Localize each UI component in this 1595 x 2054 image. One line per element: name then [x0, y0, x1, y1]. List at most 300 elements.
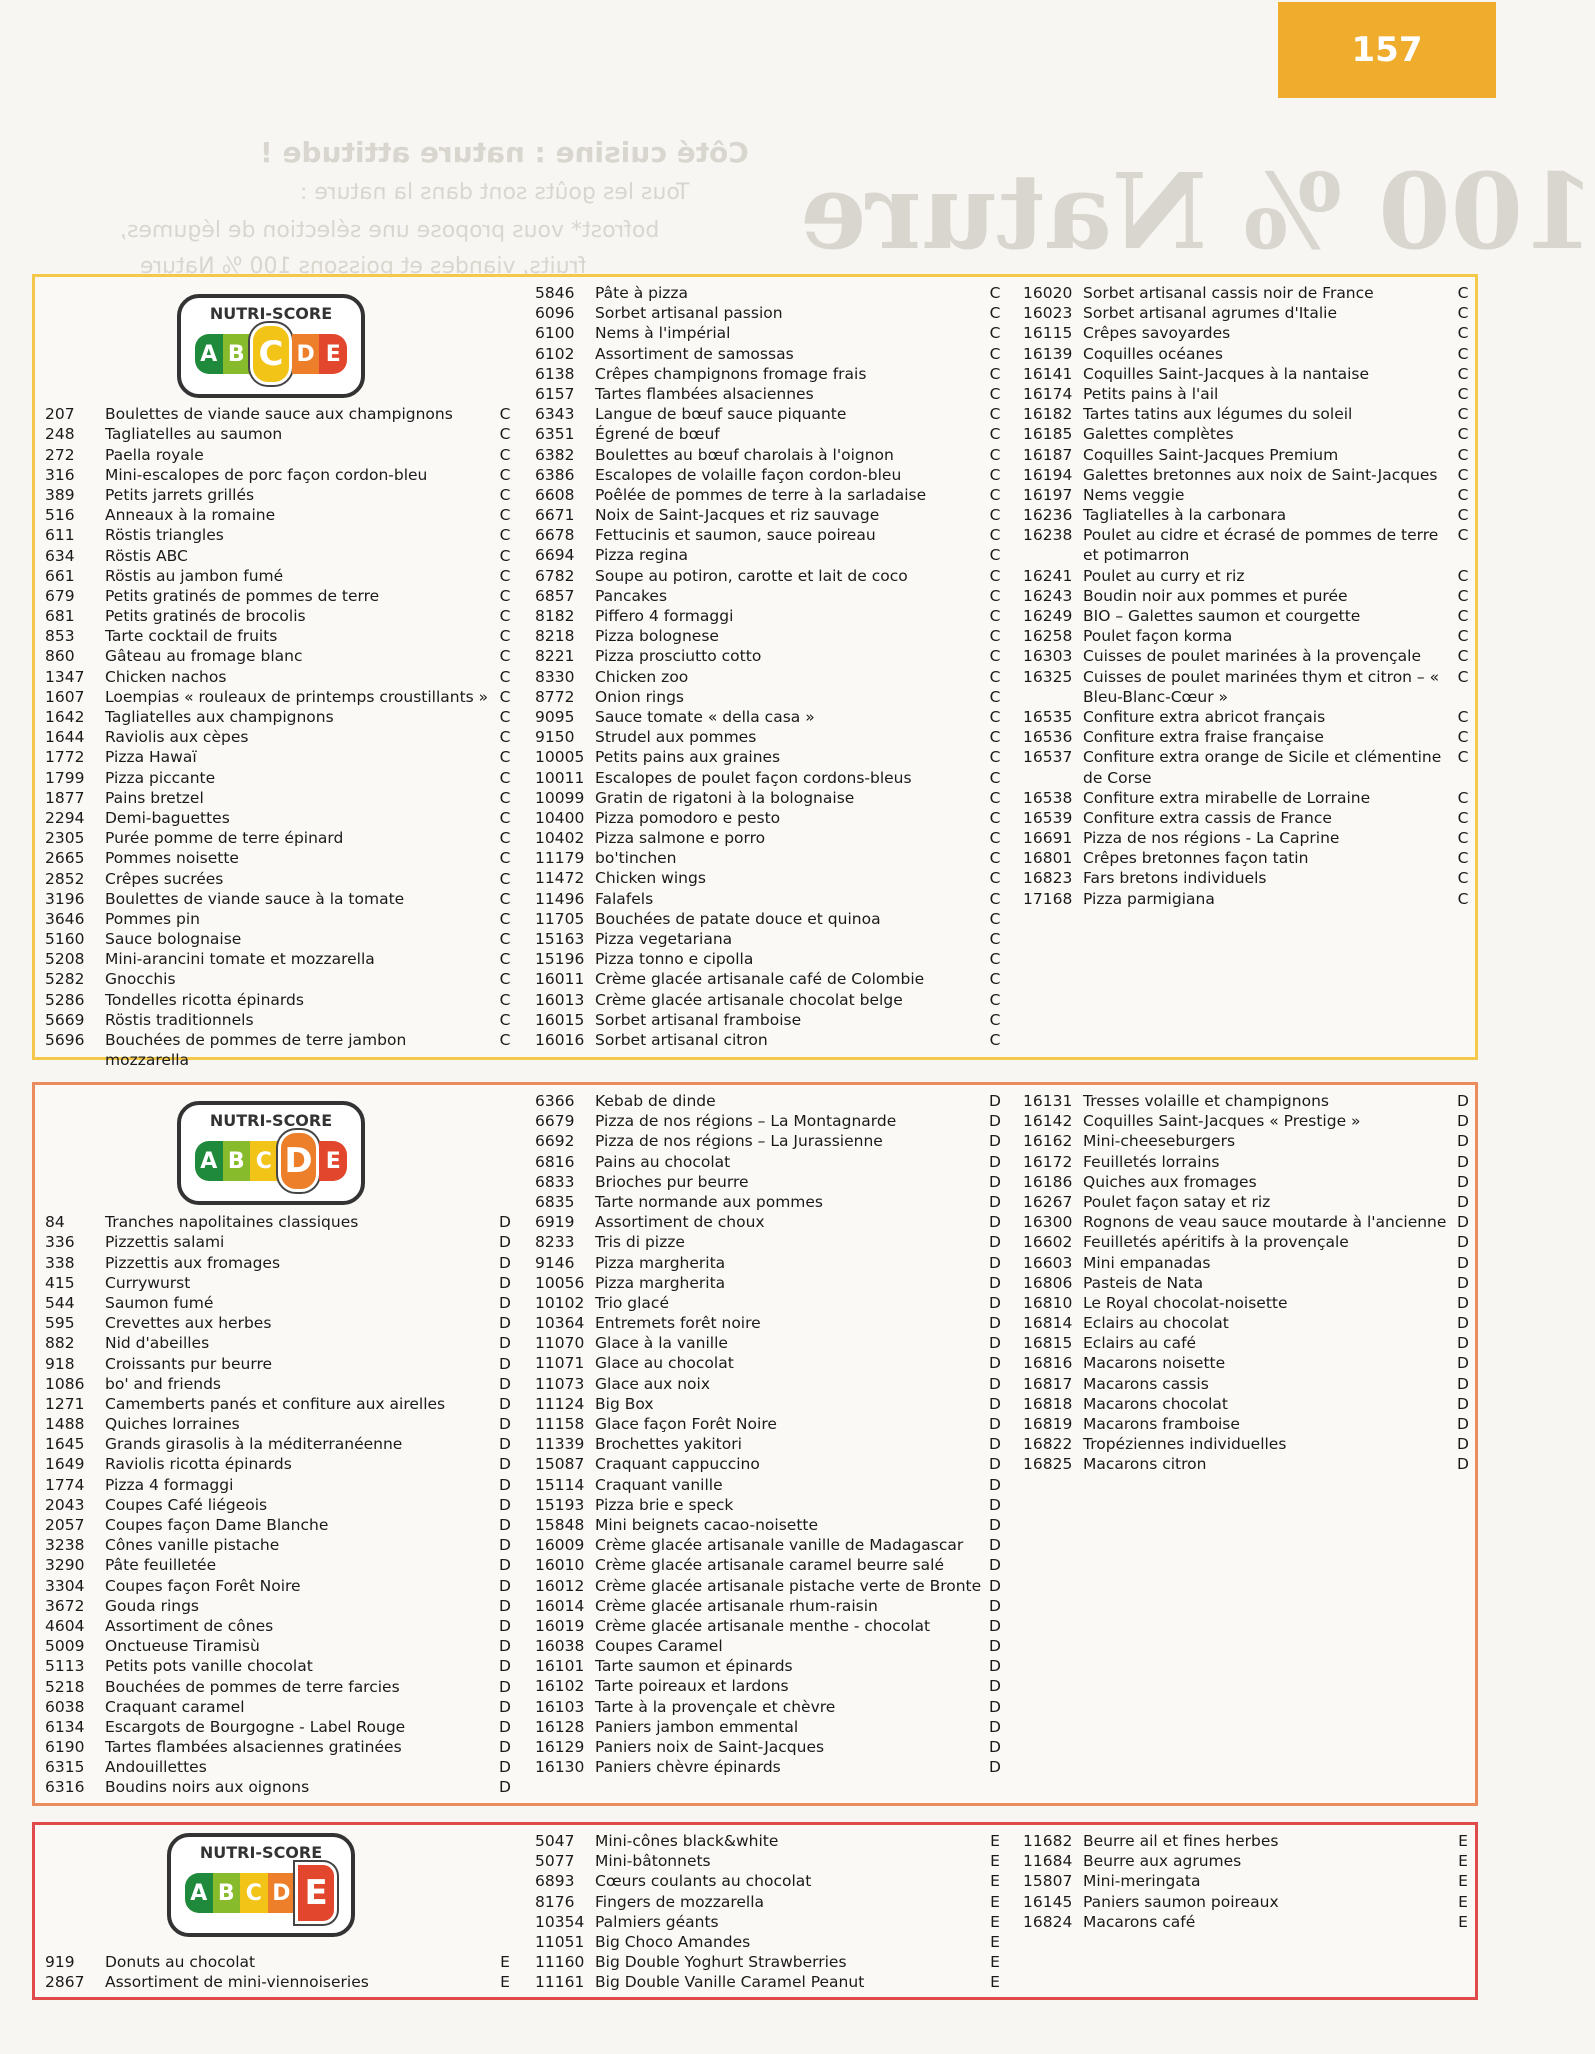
- product-code: 16182: [1023, 405, 1073, 424]
- product-code: 6833: [535, 1172, 575, 1191]
- product-name: Assortiment de mini-viennoiseries: [105, 1973, 369, 1992]
- product-name: Röstis triangles: [105, 526, 224, 545]
- product-grade: D: [499, 1354, 511, 1373]
- product-grade: D: [989, 1717, 1001, 1736]
- product-name: Mini empanadas: [1083, 1253, 1211, 1272]
- product-grade: D: [499, 1435, 511, 1454]
- product-name: Pizza Hawaï: [105, 748, 197, 767]
- product-code: 16537: [1023, 748, 1073, 767]
- product-grade: D: [989, 1536, 1001, 1555]
- product-name: Galettes bretonnes aux noix de Saint-Jacques: [1083, 465, 1438, 484]
- product-row: [45, 788, 515, 808]
- product-name: Feuilletés apéritifs à la provençale: [1083, 1233, 1349, 1252]
- product-name: Röstis au jambon fumé: [105, 566, 284, 585]
- product-grade: D: [989, 1677, 1001, 1696]
- product-row: [535, 1851, 1005, 1871]
- product-code: 8233: [535, 1233, 575, 1252]
- product-row: [535, 990, 1005, 1010]
- product-row: [1023, 566, 1473, 586]
- product-name: Fettucinis et saumon, sauce poireau: [595, 526, 876, 545]
- product-name: Cuisses de poulet marinées à la provençale: [1083, 647, 1422, 666]
- product-name: Quiches lorraines: [105, 1415, 240, 1434]
- product-row: [1023, 404, 1473, 424]
- product-row: [45, 1475, 515, 1495]
- product-row: [1023, 747, 1473, 787]
- product-name: Coupes façon Forêt Noire: [105, 1576, 301, 1595]
- product-row: [535, 566, 1005, 586]
- product-row: [535, 404, 1005, 424]
- product-grade: C: [499, 869, 511, 888]
- product-name: Beurre ail et fines herbes: [1083, 1832, 1279, 1850]
- badge-title: NUTRI-SCORE: [209, 304, 333, 323]
- product-grade: D: [499, 1233, 511, 1252]
- product-grade: E: [500, 1953, 510, 1972]
- product-grade: D: [989, 1273, 1001, 1292]
- product-code: 16823: [1023, 869, 1073, 888]
- nutri-score-c-badge: [177, 294, 365, 398]
- product-grade: D: [499, 1596, 511, 1615]
- product-grade: D: [499, 1717, 511, 1736]
- product-name: Chicken zoo: [595, 667, 689, 686]
- product-name: Tagliatelles aux champignons: [105, 708, 334, 726]
- product-row: [1023, 646, 1473, 666]
- product-code: 1645: [45, 1435, 85, 1454]
- product-code: 3290: [45, 1556, 85, 1575]
- product-row: [45, 1273, 515, 1293]
- product-name: Poulet au cidre et écrasé de pommes de terre et potimarron: [1083, 526, 1439, 565]
- product-grade: C: [989, 808, 1001, 827]
- product-grade: E: [990, 1852, 1000, 1871]
- product-grade: D: [989, 1596, 1001, 1615]
- product-grade: C: [499, 425, 511, 444]
- product-grade: D: [1457, 1253, 1469, 1272]
- product-code: 9095: [535, 707, 575, 726]
- product-code: 10056: [535, 1273, 585, 1292]
- product-grade: C: [1457, 465, 1469, 484]
- product-grade: C: [989, 667, 1001, 686]
- product-row: [45, 889, 515, 909]
- product-name: Brioches pur beurre: [595, 1172, 749, 1191]
- product-grade: C: [989, 384, 1001, 403]
- product-code: 389: [45, 485, 75, 504]
- product-grade: C: [499, 627, 511, 646]
- product-code: 16539: [1023, 808, 1073, 827]
- product-code: 16325: [1023, 667, 1073, 686]
- product-code: 853: [45, 627, 75, 646]
- product-code: 15193: [535, 1495, 585, 1514]
- product-code: 860: [45, 647, 75, 666]
- score-letter-e: E: [319, 334, 347, 374]
- product-name: Égrené de bœuf: [595, 425, 720, 444]
- product-code: 11161: [535, 1973, 585, 1992]
- product-grade: E: [990, 1973, 1000, 1992]
- product-code: 6100: [535, 324, 575, 343]
- product-grade: D: [989, 1415, 1001, 1433]
- product-row: [535, 1717, 1005, 1737]
- product-code: 16194: [1023, 465, 1073, 484]
- product-row: [1023, 1111, 1473, 1131]
- product-code: 11158: [535, 1415, 585, 1433]
- product-code: 16145: [1023, 1892, 1073, 1911]
- product-code: 8772: [535, 687, 575, 706]
- product-code: 16303: [1023, 647, 1073, 666]
- product-row: [535, 788, 1005, 808]
- product-grade: C: [499, 465, 511, 484]
- product-name: Tarte saumon et épinards: [595, 1657, 793, 1676]
- product-grade: D: [989, 1616, 1001, 1635]
- product-row: [45, 949, 515, 969]
- product-code: 4604: [45, 1616, 85, 1635]
- product-row: [535, 727, 1005, 747]
- product-row: [1023, 1232, 1473, 1252]
- product-code: 11179: [535, 849, 585, 868]
- product-row: [535, 1495, 1005, 1515]
- product-name: Galettes complètes: [1083, 425, 1234, 444]
- product-row: [45, 1576, 515, 1596]
- product-row: [45, 1717, 515, 1737]
- score-letter-d: D: [278, 1130, 320, 1192]
- product-name: Sorbet artisanal cassis noir de France: [1083, 284, 1374, 302]
- product-row: [535, 1555, 1005, 1575]
- product-grade: E: [990, 1953, 1000, 1972]
- product-name: Glace à la vanille: [595, 1334, 728, 1353]
- product-code: 15114: [535, 1475, 585, 1494]
- product-code: 6134: [45, 1717, 85, 1736]
- product-grade: D: [989, 1435, 1001, 1454]
- product-name: Confiture extra mirabelle de Lorraine: [1083, 788, 1371, 807]
- product-name: Mini-escalopes de porc façon cordon-bleu: [105, 465, 428, 484]
- product-row: [535, 1333, 1005, 1353]
- product-code: 16130: [535, 1758, 585, 1777]
- product-row: [1023, 1273, 1473, 1293]
- product-code: 84: [45, 1213, 65, 1232]
- product-code: 5286: [45, 990, 85, 1009]
- product-name: Grands girasolis à la méditerranéenne: [105, 1435, 403, 1454]
- product-name: Macarons cassis: [1083, 1374, 1209, 1393]
- product-row: [45, 1333, 515, 1353]
- product-grade: D: [499, 1253, 511, 1272]
- product-row: [535, 1172, 1005, 1192]
- product-grade: E: [1458, 1912, 1468, 1931]
- product-name: Pizza de nos régions - La Caprine: [1083, 829, 1340, 848]
- product-grade: C: [989, 687, 1001, 706]
- product-code: 16013: [535, 990, 585, 1009]
- product-grade: C: [499, 1031, 511, 1049]
- product-code: 3196: [45, 889, 85, 908]
- product-row: [45, 505, 515, 525]
- product-row: [535, 1152, 1005, 1172]
- product-row: [535, 1374, 1005, 1394]
- product-row: [1023, 626, 1473, 646]
- product-row: [535, 1434, 1005, 1454]
- product-code: 2294: [45, 808, 85, 827]
- product-name: Eclairs au chocolat: [1083, 1314, 1229, 1333]
- product-grade: C: [989, 506, 1001, 525]
- product-row: [535, 344, 1005, 364]
- product-grade: D: [499, 1778, 511, 1797]
- product-grade: D: [989, 1192, 1001, 1211]
- product-code: 1488: [45, 1415, 85, 1434]
- product-name: Kebab de dinde: [595, 1092, 716, 1110]
- product-name: Pizza de nos régions – La Montagnarde: [595, 1112, 897, 1131]
- product-grade: C: [499, 687, 511, 706]
- product-code: 15196: [535, 950, 585, 969]
- product-grade: C: [499, 526, 511, 545]
- product-grade: C: [499, 808, 511, 827]
- product-code: 11073: [535, 1374, 585, 1393]
- product-grade: D: [1457, 1233, 1469, 1252]
- product-code: 3304: [45, 1576, 85, 1595]
- product-code: 634: [45, 546, 75, 565]
- product-name: bo' and friends: [105, 1374, 222, 1393]
- product-name: Coupes Caramel: [595, 1637, 723, 1656]
- product-code: 5669: [45, 1010, 85, 1029]
- product-code: 2043: [45, 1495, 85, 1514]
- product-name: Boudin noir aux pommes et purée: [1083, 586, 1348, 605]
- product-code: 5218: [45, 1677, 85, 1696]
- product-row: [535, 1131, 1005, 1151]
- product-code: 2665: [45, 849, 85, 868]
- product-code: 16012: [535, 1576, 585, 1595]
- product-row: [1023, 1353, 1473, 1373]
- product-code: 16011: [535, 970, 585, 989]
- product-grade: D: [499, 1738, 511, 1757]
- product-name: Loempias « rouleaux de printemps croustillants »: [105, 687, 489, 706]
- product-code: 16691: [1023, 829, 1073, 848]
- product-row: [535, 1192, 1005, 1212]
- product-grade: C: [989, 1010, 1001, 1029]
- product-code: 16131: [1023, 1092, 1073, 1110]
- product-row: [535, 1535, 1005, 1555]
- product-row: [535, 1616, 1005, 1636]
- product-code: 681: [45, 607, 75, 626]
- product-code: 6157: [535, 384, 575, 403]
- product-code: 9146: [535, 1253, 575, 1272]
- product-code: 8330: [535, 667, 575, 686]
- product-row: [45, 626, 515, 646]
- product-name: Big Box: [595, 1394, 654, 1413]
- product-grade: D: [1457, 1213, 1469, 1232]
- product-row: [1023, 424, 1473, 444]
- product-code: 16815: [1023, 1334, 1073, 1353]
- product-code: 16102: [535, 1677, 585, 1696]
- product-code: 16818: [1023, 1394, 1073, 1413]
- product-grade: D: [989, 1455, 1001, 1474]
- product-row: [45, 869, 515, 889]
- product-row: [1023, 586, 1473, 606]
- product-row: [535, 687, 1005, 707]
- product-grade: E: [990, 1932, 1000, 1951]
- product-row: [1023, 344, 1473, 364]
- product-row: [535, 868, 1005, 888]
- product-name: Coquilles océanes: [1083, 344, 1223, 363]
- product-name: Palmiers géants: [595, 1912, 719, 1931]
- product-grade: D: [499, 1677, 511, 1696]
- score-letter-c: C: [250, 1141, 278, 1181]
- product-row: [535, 505, 1005, 525]
- product-name: Craquant vanille: [595, 1475, 723, 1494]
- product-grade: D: [499, 1556, 511, 1575]
- product-grade: D: [1457, 1293, 1469, 1312]
- product-name: Eclairs au café: [1083, 1334, 1197, 1353]
- product-row: [45, 646, 515, 666]
- product-name: Poulet façon satay et riz: [1083, 1192, 1271, 1211]
- product-grade: C: [989, 405, 1001, 424]
- product-column: [1023, 1091, 1473, 1475]
- product-name: Falafels: [595, 889, 654, 908]
- product-code: 3646: [45, 909, 85, 928]
- product-grade: D: [499, 1637, 511, 1656]
- product-name: Assortiment de cônes: [105, 1616, 274, 1635]
- product-name: Pizza margherita: [595, 1253, 726, 1272]
- product-row: [1023, 1313, 1473, 1333]
- product-name: Bouchées de pommes de terre farcies: [105, 1677, 400, 1696]
- product-grade: D: [499, 1415, 511, 1434]
- product-column: [45, 1952, 515, 1992]
- product-name: Trio glacé: [595, 1293, 669, 1312]
- product-grade: D: [499, 1475, 511, 1494]
- product-row: [1023, 707, 1473, 727]
- product-row: [535, 424, 1005, 444]
- product-name: bo'tinchen: [595, 849, 677, 868]
- product-row: [535, 384, 1005, 404]
- product-name: Cônes vanille pistache: [105, 1536, 280, 1555]
- product-name: Sauce bolognaise: [105, 930, 242, 949]
- product-row: [45, 1293, 515, 1313]
- product-grade: C: [989, 627, 1001, 646]
- product-row: [1023, 283, 1473, 303]
- product-code: 8218: [535, 627, 575, 646]
- product-code: 336: [45, 1233, 75, 1252]
- product-code: 6315: [45, 1758, 85, 1777]
- product-name: Escargots de Bourgogne - Label Rouge: [105, 1717, 406, 1736]
- product-code: 15848: [535, 1515, 585, 1534]
- product-row: [1023, 667, 1473, 707]
- product-row: [535, 808, 1005, 828]
- product-name: Crème glacée artisanale rhum-raisin: [595, 1596, 878, 1615]
- product-grade: C: [1457, 667, 1469, 686]
- product-name: Crêpes savoyardes: [1083, 324, 1231, 343]
- product-row: [45, 445, 515, 465]
- product-grade: D: [1457, 1334, 1469, 1353]
- product-row: [535, 1952, 1005, 1972]
- product-code: 8221: [535, 647, 575, 666]
- product-code: 2852: [45, 869, 85, 888]
- product-row: [45, 1656, 515, 1676]
- product-row: [45, 586, 515, 606]
- product-row: [535, 323, 1005, 343]
- product-name: Tarte poireaux et lardons: [595, 1677, 789, 1696]
- product-grade: D: [989, 1253, 1001, 1272]
- product-name: Pizza regina: [595, 546, 689, 565]
- product-row: [45, 707, 515, 727]
- product-grade: E: [990, 1832, 1000, 1850]
- product-grade: D: [499, 1273, 511, 1292]
- product-grade: C: [989, 788, 1001, 807]
- product-grade: E: [990, 1892, 1000, 1911]
- product-name: Crème glacée artisanale pistache verte de Bronte: [595, 1576, 982, 1595]
- product-name: Petits gratinés de brocolis: [105, 607, 306, 626]
- product-grade: C: [1457, 748, 1469, 767]
- product-name: Crème glacée artisanale caramel beurre salé: [595, 1556, 945, 1575]
- product-row: [1023, 1454, 1473, 1474]
- product-grade: C: [499, 607, 511, 626]
- product-code: 6608: [535, 485, 575, 504]
- product-name: Crème glacée artisanale menthe - chocolat: [595, 1616, 931, 1635]
- product-grade: D: [499, 1516, 511, 1534]
- product-grade: D: [1457, 1374, 1469, 1393]
- product-grade: C: [1457, 808, 1469, 827]
- product-code: 15087: [535, 1455, 585, 1474]
- product-grade: D: [499, 1213, 511, 1232]
- product-row: [535, 525, 1005, 545]
- product-name: Langue de bœuf sauce piquante: [595, 405, 847, 424]
- product-grade: C: [989, 586, 1001, 605]
- product-code: 16816: [1023, 1354, 1073, 1373]
- product-code: 16822: [1023, 1435, 1073, 1454]
- product-row: [1023, 445, 1473, 465]
- product-name: Sorbet artisanal agrumes d'Italie: [1083, 304, 1338, 323]
- product-code: 6835: [535, 1192, 575, 1211]
- product-code: 595: [45, 1314, 75, 1333]
- nutri-score-e-section: [32, 1822, 1478, 2000]
- product-name: Tresses volaille et champignons: [1083, 1092, 1329, 1110]
- product-grade: E: [1458, 1892, 1468, 1911]
- product-name: Crêpes sucrées: [105, 869, 224, 888]
- product-name: Crevettes aux herbes: [105, 1314, 272, 1333]
- product-grade: D: [1457, 1354, 1469, 1373]
- product-row: [45, 1972, 515, 1992]
- product-name: Quiches aux fromages: [1083, 1172, 1257, 1191]
- product-name: Feuilletés lorrains: [1083, 1152, 1220, 1171]
- product-grade: C: [499, 748, 511, 767]
- product-code: 6351: [535, 425, 575, 444]
- product-row: [535, 949, 1005, 969]
- product-name: Mini-meringata: [1083, 1872, 1201, 1891]
- product-row: [45, 525, 515, 545]
- product-grade: C: [1457, 445, 1469, 464]
- product-row: [535, 747, 1005, 767]
- product-name: Macarons chocolat: [1083, 1394, 1228, 1413]
- product-grade: D: [1457, 1394, 1469, 1413]
- product-grade: C: [989, 284, 1001, 302]
- product-grade: C: [499, 950, 511, 969]
- product-row: [45, 687, 515, 707]
- product-code: 1772: [45, 748, 85, 767]
- product-name: Boudins noirs aux oignons: [105, 1778, 310, 1797]
- product-grade: D: [1457, 1273, 1469, 1292]
- product-name: Macarons citron: [1083, 1455, 1207, 1474]
- page-number: 157: [1278, 2, 1496, 98]
- product-name: Confiture extra fraise française: [1083, 728, 1324, 747]
- product-code: 415: [45, 1273, 75, 1292]
- product-grade: D: [499, 1293, 511, 1312]
- product-row: [535, 1972, 1005, 1992]
- product-row: [535, 929, 1005, 949]
- product-code: 16016: [535, 1030, 585, 1049]
- product-row: [535, 1232, 1005, 1252]
- product-name: Beurre aux agrumes: [1083, 1852, 1242, 1871]
- product-grade: E: [990, 1872, 1000, 1891]
- product-row: [1023, 1172, 1473, 1192]
- product-grade: D: [499, 1536, 511, 1555]
- product-code: 6694: [535, 546, 575, 565]
- product-grade: D: [989, 1657, 1001, 1676]
- product-grade: C: [499, 445, 511, 464]
- product-name: Confiture extra cassis de France: [1083, 808, 1332, 827]
- product-row: [1023, 323, 1473, 343]
- product-code: 11124: [535, 1394, 585, 1413]
